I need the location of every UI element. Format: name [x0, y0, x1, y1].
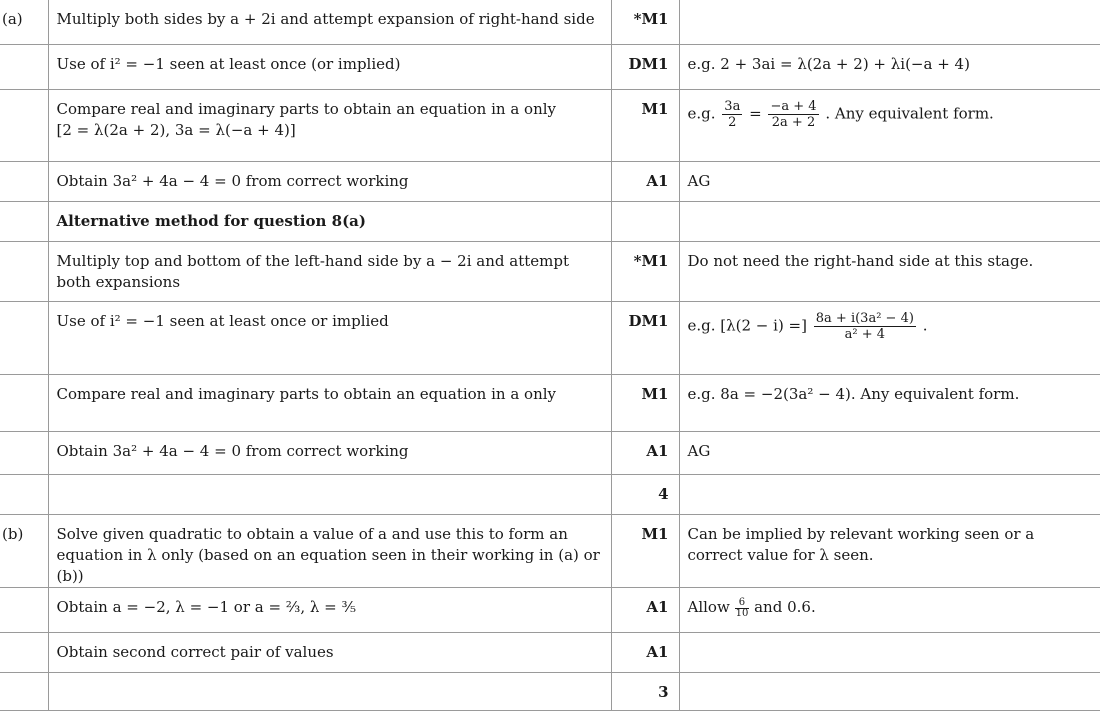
fraction-lhs [722, 99, 742, 130]
table-row [0, 202, 1100, 242]
part-label [0, 475, 48, 515]
part-label [0, 162, 48, 202]
guidance-cell [679, 475, 1100, 515]
mark-cell: A1 [611, 162, 679, 202]
part-label [0, 432, 48, 475]
table-row [0, 0, 1100, 45]
table-row [0, 242, 1100, 302]
part-label [0, 375, 48, 432]
mark-cell: DM1 [611, 302, 679, 375]
part-label: (b) [0, 515, 48, 588]
answer-cell: Obtain 3a² + 4a − 4 = 0 from correct working [48, 162, 611, 202]
part-label [0, 45, 48, 90]
table-row [0, 45, 1100, 90]
mark-cell: M1 [611, 515, 679, 588]
guidance-cell: Can be implied by relevant working seen or a correct value for λ seen. [679, 515, 1100, 588]
guidance-cell [679, 633, 1100, 673]
part-label [0, 588, 48, 633]
table-row [0, 588, 1100, 633]
part-label [0, 673, 48, 711]
answer-line-2: [2 = λ(2a + 2), 3a = λ(−a + 4)] [56, 121, 296, 139]
guidance-cell: e.g. 2 + 3ai = λ(2a + 2) + λi(−a + 4) [679, 45, 1100, 90]
guidance-suffix: . [922, 316, 928, 335]
guidance-cell [679, 0, 1100, 45]
mark-cell: A1 [611, 633, 679, 673]
guidance-cell [679, 202, 1100, 242]
part-label [0, 202, 48, 242]
mark-cell: M1 [611, 375, 679, 432]
answer-cell [48, 673, 611, 711]
fraction-numerator: −a + 4 [770, 99, 817, 114]
guidance-prefix: Allow [687, 598, 730, 616]
answer-line-1: Compare real and imaginary parts to obtain an equation in a only [56, 100, 557, 118]
answer-cell [48, 90, 611, 162]
table-row [0, 162, 1100, 202]
guidance-cell [679, 302, 1100, 375]
guidance-cell: e.g. 8a = −2(3a² − 4). Any equivalent form. [679, 375, 1100, 432]
fraction [735, 598, 750, 619]
table-row [0, 432, 1100, 475]
guidance-cell: Do not need the right-hand side at this stage. [679, 242, 1100, 302]
answer-cell: Multiply top and bottom of the left-hand side by a − 2i and attempt both expansions [48, 242, 611, 302]
guidance-prefix: e.g. [λ(2 − i) =] [687, 316, 807, 335]
part-label [0, 302, 48, 375]
guidance-prefix: e.g. [687, 104, 716, 123]
table-row [0, 375, 1100, 432]
part-label [0, 90, 48, 162]
answer-cell: Obtain a = −2, λ = −1 or a = ⅔, λ = ⅗ [48, 588, 611, 633]
table-row [0, 302, 1100, 375]
equals-sign: = [749, 104, 762, 123]
answer-cell: Compare real and imaginary parts to obtain an equation in a only [48, 375, 611, 432]
fraction-denominator: 2a + 2 [771, 115, 816, 130]
answer-cell: Obtain 3a² + 4a − 4 = 0 from correct working [48, 432, 611, 475]
guidance-suffix: and 0.6. [754, 598, 816, 616]
table-row [0, 515, 1100, 588]
table-row [0, 90, 1100, 162]
fraction-denominator: 10 [735, 607, 749, 619]
mark-cell: M1 [611, 90, 679, 162]
answer-cell: Solve given quadratic to obtain a value of a and use this to form an equation in λ only (based on an equation seen in their working in (a) or (b)) [48, 515, 611, 588]
answer-cell: Multiply both sides by a + 2i and attempt expansion of right-hand side [48, 0, 611, 45]
fraction-denominator: a² + 4 [844, 327, 886, 342]
part-label: (a) [0, 0, 48, 45]
fraction-rhs [768, 99, 818, 130]
guidance-cell [679, 90, 1100, 162]
guidance-cell: AG [679, 432, 1100, 475]
fraction-denominator: 2 [728, 115, 737, 130]
mark-cell: A1 [611, 588, 679, 633]
mark-cell: *M1 [611, 242, 679, 302]
part-label [0, 242, 48, 302]
mark-cell: A1 [611, 432, 679, 475]
answer-cell [48, 475, 611, 515]
guidance-cell [679, 588, 1100, 633]
table-row [0, 633, 1100, 673]
guidance-suffix: . Any equivalent form. [825, 104, 994, 123]
guidance-cell [679, 673, 1100, 711]
mark-cell: *M1 [611, 0, 679, 45]
total-mark: 4 [611, 475, 679, 515]
part-label [0, 633, 48, 673]
answer-cell: Use of i² = −1 seen at least once or implied [48, 302, 611, 375]
guidance-cell: AG [679, 162, 1100, 202]
mark-cell: DM1 [611, 45, 679, 90]
answer-cell: Use of i² = −1 seen at least once (or implied) [48, 45, 611, 90]
table-row [0, 475, 1100, 515]
fraction [814, 311, 916, 342]
fraction-numerator: 3a [724, 99, 741, 114]
table-row [0, 673, 1100, 711]
fraction-numerator: 6 [735, 598, 750, 609]
fraction-numerator: 8a + i(3a² − 4) [815, 311, 914, 326]
mark-cell [611, 202, 679, 242]
section-heading: Alternative method for question 8(a) [48, 202, 611, 242]
total-mark: 3 [611, 673, 679, 711]
answer-cell: Obtain second correct pair of values [48, 633, 611, 673]
